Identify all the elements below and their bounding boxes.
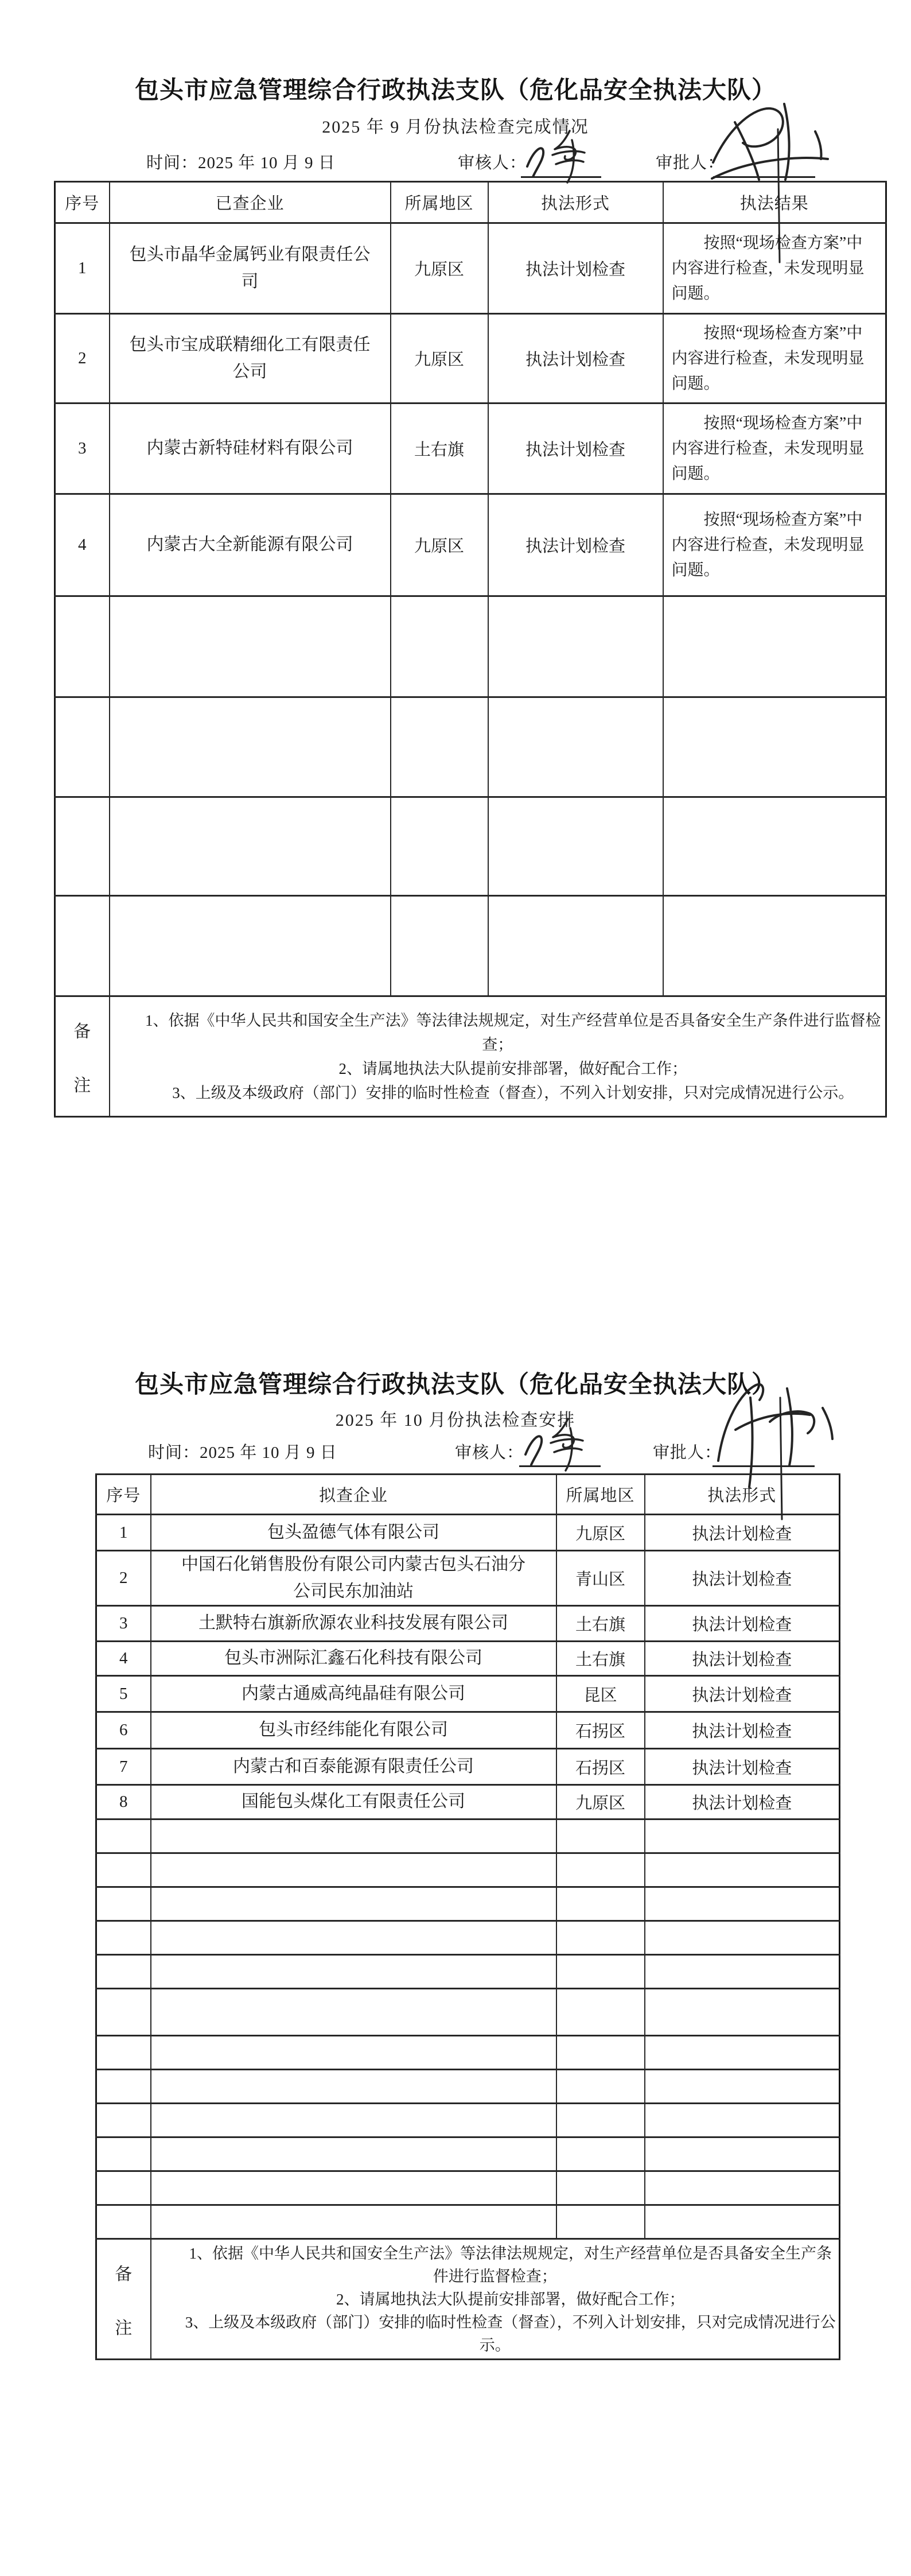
cell-region: 土右旗 — [556, 1606, 645, 1642]
empty-cell — [151, 2070, 556, 2104]
cell-seq: 5 — [96, 1676, 151, 1712]
empty-row — [96, 1989, 840, 2036]
empty-cell — [556, 1921, 645, 1955]
cell-region: 土右旗 — [391, 404, 488, 494]
empty-row — [96, 2104, 840, 2137]
empty-cell — [151, 2137, 556, 2171]
empty-cell — [96, 1853, 151, 1887]
empty-cell — [645, 1989, 840, 2036]
empty-cell — [645, 2070, 840, 2104]
empty-cell — [556, 1853, 645, 1887]
cell-company: 包头市晶华金属钙业有限责任公司 — [110, 223, 391, 314]
cell-region: 石拐区 — [556, 1712, 645, 1749]
table-row — [96, 1676, 840, 1712]
empty-cell — [96, 1820, 151, 1853]
empty-cell — [556, 1820, 645, 1853]
empty-cell — [556, 2205, 645, 2239]
remark-label: 备 注 — [55, 996, 110, 1117]
cell-seq: 4 — [55, 494, 110, 596]
empty-cell — [645, 1887, 840, 1921]
table-header-row — [96, 1475, 840, 1515]
cell-form: 执法计划检查 — [645, 1551, 840, 1606]
cell-region: 九原区 — [556, 1515, 645, 1551]
cell-seq: 3 — [96, 1606, 151, 1642]
empty-cell — [645, 1921, 840, 1955]
approver-label: 审批人： — [656, 154, 725, 172]
table-row — [96, 1785, 840, 1820]
cell-result: 按照“现场检查方案”中内容进行检查，未发现明显问题。 — [663, 404, 886, 494]
col-header-form: 执法形式 — [645, 1475, 840, 1515]
empty-cell — [151, 2171, 556, 2205]
remark-row — [96, 2239, 840, 2360]
reviewer-label: 审核人： — [455, 1444, 524, 1462]
cell-result: 按照“现场检查方案”中内容进行检查，未发现明显问题。 — [663, 314, 886, 404]
empty-cell — [96, 2205, 151, 2239]
empty-cell — [645, 1853, 840, 1887]
empty-cell — [96, 2171, 151, 2205]
cell-form: 执法计划检查 — [645, 1515, 840, 1551]
empty-cell — [556, 1989, 645, 2036]
cell-company: 内蒙古通威高纯晶硅有限公司 — [151, 1676, 556, 1712]
cell-seq: 2 — [96, 1551, 151, 1606]
empty-cell — [556, 1887, 645, 1921]
empty-row — [96, 1955, 840, 1989]
report-subtitle: 2025 年 9 月份执法检查完成情况 — [322, 118, 589, 137]
col-header-company: 已查企业 — [110, 182, 391, 223]
reviewer-signature-line — [519, 1465, 601, 1467]
empty-cell — [645, 1955, 840, 1989]
empty-cell — [96, 2070, 151, 2104]
table-row — [96, 1712, 840, 1749]
cell-region: 石拐区 — [556, 1749, 645, 1785]
cell-company: 内蒙古新特硅材料有限公司 — [110, 404, 391, 494]
cell-seq: 1 — [96, 1515, 151, 1551]
remark-text: 1、依据《中华人民共和国安全生产法》等法律法规规定，对生产经营单位是否具备安全生产条件进行监督检查； 2、请属地执法大队提前安排部署，做好配合工作； 3、上级及本级政府（部门）安排的临时性检查（督查），不列入计划安排，只对完成情况进行公示。 — [110, 996, 886, 1117]
report-subtitle: 2025 年 10 月份执法检查安排 — [335, 1411, 576, 1430]
cell-form: 执法计划检查 — [645, 1785, 840, 1820]
empty-cell — [151, 1887, 556, 1921]
cell-form: 执法计划检查 — [488, 314, 663, 404]
empty-cell — [151, 1853, 556, 1887]
cell-form: 执法计划检查 — [645, 1749, 840, 1785]
cell-company: 包头市宝成联精细化工有限责任公司 — [110, 314, 391, 404]
empty-cell — [645, 2036, 840, 2070]
empty-cell — [151, 2104, 556, 2137]
time-label: 时间：2025 年 10 月 9 日 — [146, 154, 336, 172]
cell-seq: 4 — [96, 1642, 151, 1676]
cell-seq: 6 — [96, 1712, 151, 1749]
empty-row — [96, 2070, 840, 2104]
cell-region: 昆区 — [556, 1676, 645, 1712]
cell-region: 九原区 — [391, 314, 488, 404]
reviewer-label: 审核人： — [458, 154, 527, 172]
col-header-form: 执法形式 — [488, 182, 663, 223]
empty-row — [96, 1921, 840, 1955]
cell-result: 按照“现场检查方案”中内容进行检查，未发现明显问题。 — [663, 494, 886, 596]
empty-cell — [645, 2104, 840, 2137]
cell-company: 内蒙古大全新能源有限公司 — [110, 494, 391, 596]
empty-row — [96, 1820, 840, 1853]
empty-cell — [96, 2036, 151, 2070]
empty-cell — [645, 2205, 840, 2239]
cell-company: 内蒙古和百泰能源有限责任公司 — [151, 1749, 556, 1785]
table-row — [96, 1749, 840, 1785]
empty-cell — [556, 2137, 645, 2171]
empty-cell — [151, 1955, 556, 1989]
empty-cell — [96, 2104, 151, 2137]
cell-region: 土右旗 — [556, 1642, 645, 1676]
empty-cell — [151, 1989, 556, 2036]
empty-cell — [96, 1989, 151, 2036]
empty-row — [96, 2205, 840, 2239]
empty-row — [96, 1853, 840, 1887]
cell-result: 按照“现场检查方案”中内容进行检查，未发现明显问题。 — [663, 223, 886, 314]
empty-cell — [645, 2171, 840, 2205]
table-row — [96, 1551, 840, 1606]
cell-region: 九原区 — [391, 223, 488, 314]
empty-cell — [556, 2171, 645, 2205]
cell-region: 九原区 — [556, 1785, 645, 1820]
empty-row — [96, 2171, 840, 2205]
page-title: 包头市应急管理综合行政执法支队（危化品安全执法大队） — [134, 76, 776, 103]
cell-seq: 2 — [55, 314, 110, 404]
remark-text: 1、依据《中华人民共和国安全生产法》等法律法规规定，对生产经营单位是否具备安全生产条件进行监督检查； 2、请属地执法大队提前安排部署，做好配合工作； 3、上级及本级政府（部门）安排的临时性检查（督查），不列入计划安排，只对完成情况进行公示。 — [151, 2239, 840, 2360]
approver-signature-line — [713, 1465, 815, 1467]
cell-form: 执法计划检查 — [645, 1642, 840, 1676]
cell-company: 包头市洲际汇鑫石化科技有限公司 — [151, 1642, 556, 1676]
cell-seq: 7 — [96, 1749, 151, 1785]
col-header-region: 所属地区 — [556, 1475, 645, 1515]
empty-cell — [96, 1955, 151, 1989]
cell-seq: 8 — [96, 1785, 151, 1820]
col-header-result: 执法结果 — [663, 182, 886, 223]
empty-row — [96, 1887, 840, 1921]
empty-row — [96, 2036, 840, 2070]
cell-form: 执法计划检查 — [488, 223, 663, 314]
cell-region: 青山区 — [556, 1551, 645, 1606]
remark-label: 备 注 — [96, 2239, 151, 2360]
col-header-seq: 序号 — [55, 182, 110, 223]
empty-cell — [151, 2205, 556, 2239]
cell-seq: 3 — [55, 404, 110, 494]
empty-cell — [151, 1820, 556, 1853]
empty-cell — [556, 2104, 645, 2137]
cell-company: 土默特右旗新欣源农业科技发展有限公司 — [151, 1606, 556, 1642]
cell-region: 九原区 — [391, 494, 488, 596]
october-plan-table — [95, 1473, 840, 2360]
empty-cell — [556, 1955, 645, 1989]
cell-company: 国能包头煤化工有限责任公司 — [151, 1785, 556, 1820]
empty-cell — [151, 2036, 556, 2070]
col-header-company: 拟查企业 — [151, 1475, 556, 1515]
empty-cell — [96, 2137, 151, 2171]
cell-form: 执法计划检查 — [488, 494, 663, 596]
col-header-seq: 序号 — [96, 1475, 151, 1515]
empty-cell — [151, 1921, 556, 1955]
empty-cell — [96, 1921, 151, 1955]
cell-form: 执法计划检查 — [645, 1606, 840, 1642]
col-header-region: 所属地区 — [391, 182, 488, 223]
table-row — [96, 1642, 840, 1676]
cell-form: 执法计划检查 — [645, 1712, 840, 1749]
page-title: 包头市应急管理综合行政执法支队（危化品安全执法大队） — [134, 1371, 776, 1398]
empty-cell — [645, 2137, 840, 2171]
cell-form: 执法计划检查 — [488, 404, 663, 494]
cell-company: 包头市经纬能化有限公司 — [151, 1712, 556, 1749]
table-row — [96, 1515, 840, 1551]
cell-form: 执法计划检查 — [645, 1676, 840, 1712]
empty-cell — [645, 1820, 840, 1853]
cell-company: 包头盈德气体有限公司 — [151, 1515, 556, 1551]
table-row — [96, 1606, 840, 1642]
approver-label: 审批人： — [653, 1444, 722, 1462]
time-label: 时间：2025 年 10 月 9 日 — [148, 1444, 337, 1462]
empty-row — [96, 2137, 840, 2171]
cell-company: 中国石化销售股份有限公司内蒙古包头石油分公司民东加油站 — [151, 1551, 556, 1606]
empty-cell — [96, 1887, 151, 1921]
cell-seq: 1 — [55, 223, 110, 314]
empty-cell — [556, 2070, 645, 2104]
empty-cell — [556, 2036, 645, 2070]
